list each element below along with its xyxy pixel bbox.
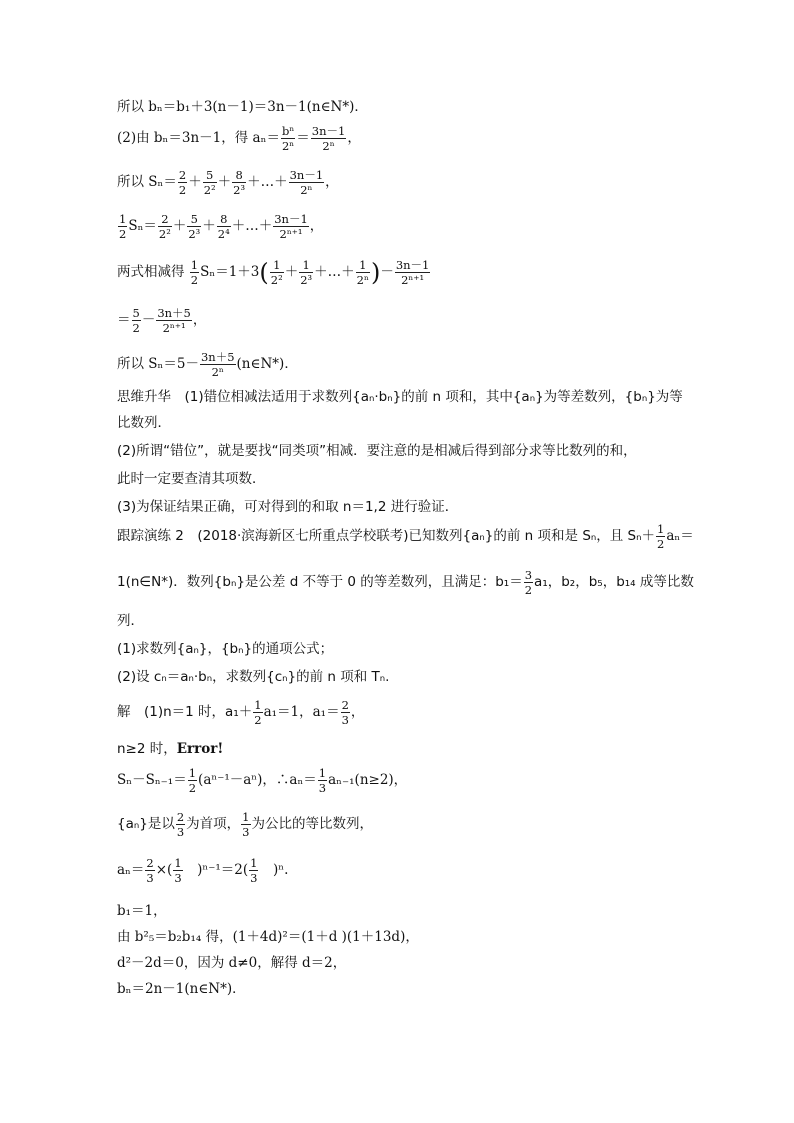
fraction: $\frac{3n-1}{\text{2ⁿ}}$ (289, 168, 324, 197)
solution-line-2: n≥2 时，Error! (117, 741, 224, 757)
fraction: $\frac{1}{2}$ (188, 766, 197, 795)
fraction: $\frac{3n+5}{\text{2ⁿ}}$ (200, 350, 235, 379)
fraction: $\frac{3n-1}{\text{2ⁿ⁺¹}}$ (274, 212, 308, 241)
fraction: $\frac{1}{2}$ (657, 522, 665, 551)
solution-line-4: {aₙ}是以 $\frac{2}{3}$ 为首项， $\frac{1}{3}$ 为公比的等比数列， (117, 810, 373, 839)
solution-line-3: Sₙ－Sₙ₋₁＝ $\frac{1}{2}$ (aⁿ⁻¹－aⁿ)，∴aₙ＝ $\frac{1}{3}$ aₙ₋₁(n≥2)， (117, 766, 408, 795)
fraction: $\frac{1}{3}$ (242, 810, 250, 839)
summary-line-4: 此时一定要查清其项数． (117, 471, 266, 487)
error-text: Error! (176, 741, 224, 757)
solution-line-6: b₁＝1， (117, 903, 167, 919)
summary-line-1: 思维升华 (1)错位相减法适用于求数列{aₙ·bₙ}的前 n 项和，其中{aₙ}为等差数列，{bₙ}为等 (117, 389, 683, 405)
fraction: $\frac{8}{\text{2³}}$ (233, 168, 246, 197)
line-bn-formula: 所以 bₙ＝b₁＋3(n－1)＝3n－1(n∈N*)． (117, 99, 368, 115)
line-simplified: ＝ $\frac{5}{2}$ － $\frac{3n+5}{\text{2ⁿ⁺¹}}$ ， (117, 306, 207, 335)
exercise-line-2: 1(n∈N*)．数列{bₙ}是公差 d 不等于 0 的等差数列，且满足：b₁＝ $\frac{3}{2}$ a₁，b₂，b₅，b₁₄ 成等比数 (117, 568, 694, 597)
exercise-line-1: 跟踪演练 2 (2018·滨海新区七所重点学校联考)已知数列{aₙ}的前 n 项和是 Sₙ，且 Sₙ＋ $\frac{1}{2}$ aₙ＝ (117, 522, 694, 551)
question-1: (1)求数列{aₙ}，{bₙ}的通项公式； (117, 641, 334, 657)
solution-line-1: 解 (1)n＝1 时，a₁＋ $\frac{1}{2}$ a₁＝1，a₁＝ $\frac{2}{3}$ ， (117, 698, 365, 727)
fraction: $\frac{2}{2}$ (178, 168, 187, 197)
summary-line-2: 比数列． (117, 415, 171, 431)
fraction: $\frac{2}{3}$ (146, 856, 154, 885)
line-half-sn: $\frac{1}{2}$ Sₙ＝ $\frac{2}{\text{2²}}$ ＋ $\frac{5}{\text{2³}}$ ＋ $\frac{8}{\text{2⁴}}$ ＋…＋ $\frac{3n-1}{\text{2ⁿ⁺¹}}$ ， (119, 212, 324, 241)
line-an-formula: (2)由 bₙ＝3n－1，得 aₙ＝ $\frac{\text{bⁿ}}{\text{2ⁿ}}$ ＝ $\frac{3n-1}{\text{2ⁿ}}$ ， (117, 124, 361, 153)
fraction: $\frac{5}{\text{2²}}$ (203, 168, 216, 197)
fraction: $\frac{1}{2}$ (254, 698, 262, 727)
solution-line-8: d²－2d＝0，因为 d≠0，解得 d＝2， (117, 955, 347, 971)
summary-line-3: (2)所谓“错位”，就是要找“同类项”相减．要注意的是相减后得到部分求等比数列的和， (117, 443, 637, 459)
fraction: $\frac{1}{3}$ (318, 766, 327, 795)
fraction: $\frac{5}{\text{2³}}$ (188, 212, 201, 241)
line-sn-sum: 所以 Sₙ＝ $\frac{2}{2}$ ＋ $\frac{5}{\text{2²}}$ ＋ $\frac{8}{\text{2³}}$ ＋…＋ $\frac{3n-1}{\text{2ⁿ}}$ ， (117, 168, 339, 197)
fraction: $\frac{2}{3}$ (176, 810, 185, 839)
solution-line-9: bₙ＝2n－1(n∈N*)． (117, 981, 246, 997)
fraction: $\frac{1}{\text{2³}}$ (300, 258, 313, 287)
fraction: $\frac{5}{2}$ (132, 306, 140, 335)
fraction: $\frac{1}{2}$ (119, 212, 127, 241)
exercise-line-3: 列． (117, 613, 144, 629)
fraction: $\frac{3}{2}$ (524, 568, 533, 597)
fraction: $\frac{3n+5}{\text{2ⁿ⁺¹}}$ (157, 306, 191, 335)
fraction: $\frac{2}{3}$ (341, 698, 349, 727)
solution-line-5: aₙ＝ $\frac{2}{3}$ ×( $\frac{1}{3}$ )ⁿ⁻¹＝2( $\frac{1}{3}$ )ⁿ. (117, 856, 289, 885)
fraction: $\frac{1}{3}$ (250, 856, 258, 885)
fraction: $\frac{3n-1}{\text{2ⁿ}}$ (311, 124, 346, 153)
fraction: $\frac{1}{3}$ (174, 856, 182, 885)
fraction: $\frac{3n-1}{\text{2ⁿ⁺¹}}$ (395, 258, 430, 287)
question-2: (2)设 cₙ＝aₙ·bₙ，求数列{cₙ}的前 n 项和 Tₙ. (117, 669, 390, 685)
fraction: $\frac{8}{\text{2⁴}}$ (217, 212, 230, 241)
fraction: $\frac{\text{bⁿ}}{\text{2ⁿ}}$ (281, 124, 295, 153)
fraction: $\frac{1}{\text{2²}}$ (270, 258, 283, 287)
fraction: $\frac{1}{\text{2ⁿ}}$ (356, 258, 369, 287)
fraction: $\frac{1}{2}$ (190, 258, 199, 287)
solution-line-7: 由 b²₅＝b₂b₁₄ 得，(1＋4d)²＝(1＋d )(1＋13d)， (117, 929, 419, 945)
summary-line-5: (3)为保证结果正确，可对得到的和取 n＝1,2 进行验证． (117, 499, 459, 515)
line-sn-result: 所以 Sₙ＝5－ $\frac{3n+5}{\text{2ⁿ}}$ (n∈N*)． (117, 350, 298, 379)
fraction: $\frac{2}{\text{2²}}$ (158, 212, 171, 241)
line-subtraction: 两式相减得 $\frac{1}{2}$ Sₙ＝1＋3( $\frac{1}{\text{2²}}$ ＋ $\frac{1}{\text{2³}}$ ＋…＋ $\frac{1}{\text{2ⁿ}}$ )－ $\frac{3n-1}{\text{2ⁿ⁺¹}}$ (117, 258, 430, 287)
